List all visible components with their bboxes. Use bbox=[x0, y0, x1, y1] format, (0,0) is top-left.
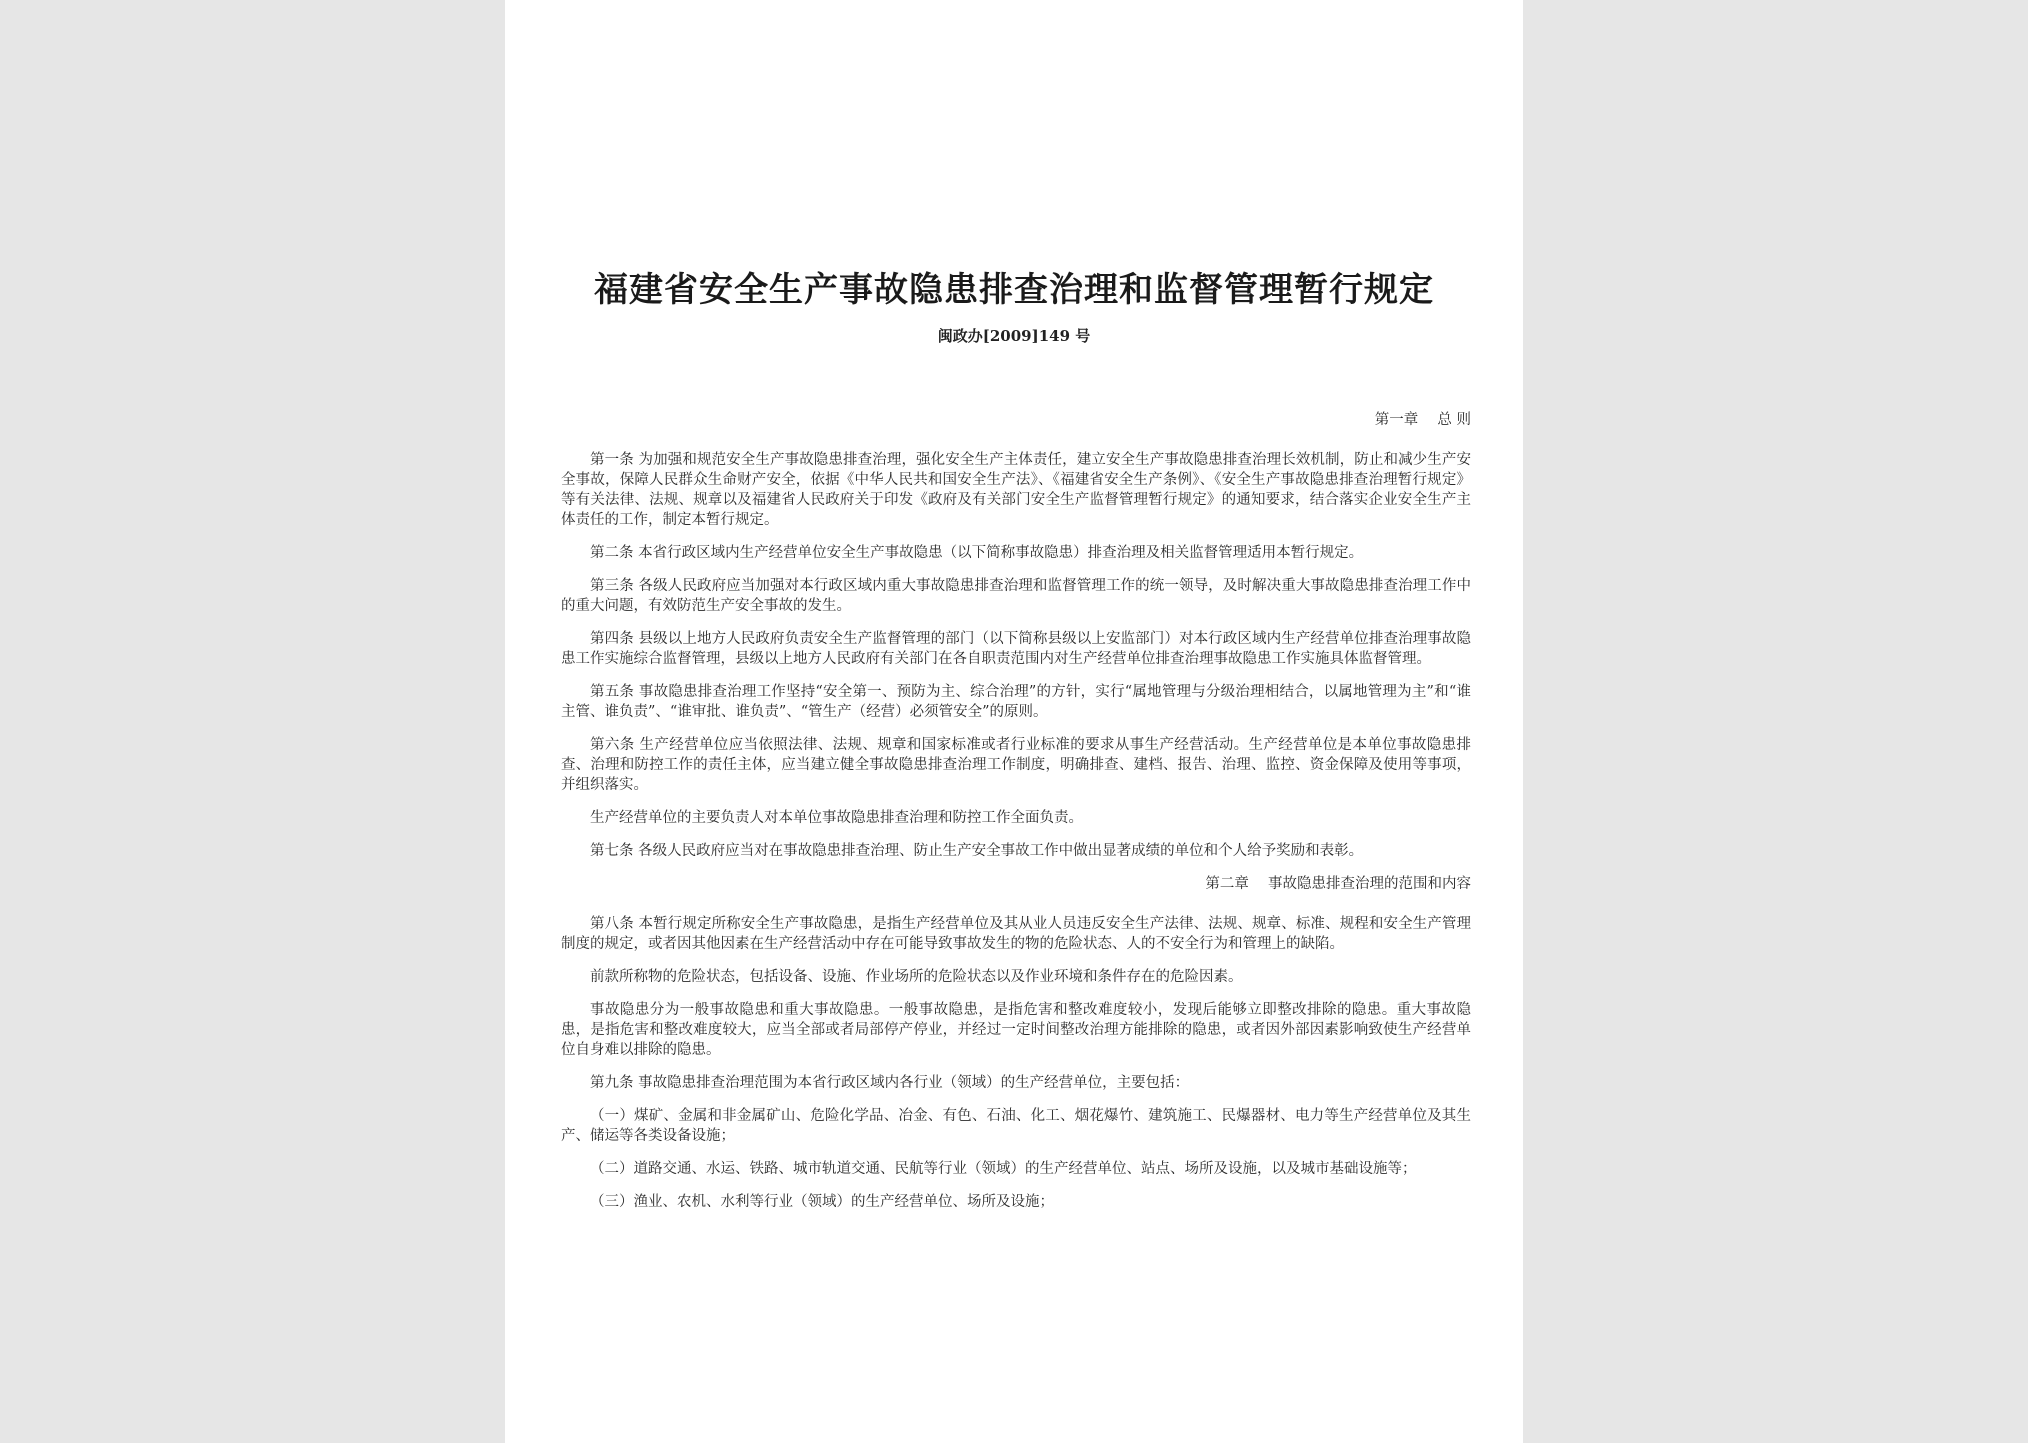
article-8-clause-3: 事故隐患分为一般事故隐患和重大事故隐患。一般事故隐患，是指危害和整改难度较小，发现后能够立即整改排除的隐患。重大事故隐患，是指危害和整改难度较大，应当全部或者局部停产停业，并经过一定时间整改治理方能排除的隐患，或者因外部因素影响致使生产经营单位自身难以排除的隐患。 bbox=[561, 1002, 1471, 1058]
article-3: 第三条 各级人民政府应当加强对本行政区域内重大事故隐患排查治理和监督管理工作的统一领导，及时解决重大事故隐患排查治理工作中的重大问题，有效防范生产安全事故的发生。 bbox=[561, 578, 1471, 614]
chapter-heading-2: 第二章 事故隐患排查治理的范围和内容 bbox=[1205, 876, 1471, 892]
article-5: 第五条 事故隐患排查治理工作坚持“安全第一、预防为主、综合治理”的方针，实行“属地管理与分级治理相结合，以属地管理为主”和“谁主管、谁负责”、“谁审批、谁负责”、“管生产（经营）必须管安全”的原则。 bbox=[561, 684, 1471, 720]
article-8: 第八条 本暂行规定所称安全生产事故隐患，是指生产经营单位及其从业人员违反安全生产法律、法规、规章、标准、规程和安全生产管理制度的规定，或者因其他因素在生产经营活动中存在可能导致事故发生的物的危险状态、人的不安全行为和管理上的缺陷。 bbox=[561, 916, 1471, 952]
article-9-item-3: （三）渔业、农机、水利等行业（领域）的生产经营单位、场所及设施； bbox=[590, 1194, 1054, 1210]
article-1: 第一条 为加强和规范安全生产事故隐患排查治理，强化安全生产主体责任，建立安全生产事故隐患排查治理长效机制，防止和减少生产安全事故，保障人民群众生命财产安全，依据《中华人民共和国安全生产法》、《福建省安全生产条例》、《安全生产事故隐患排查治理暂行规定》等有关法律、法规、规章以及福建省人民政府关于印发《政府及有关部门安全生产监督管理暂行规定》的通知要求，结合落实企业安全生产主体责任的工作，制定本暂行规定。 bbox=[561, 452, 1471, 528]
document-title: 福建省安全生产事故隐患排查治理和监督管理暂行规定 bbox=[594, 270, 1434, 310]
article-9-item-2: （二）道路交通、水运、铁路、城市轨道交通、民航等行业（领域）的生产经营单位、站点、场所及设施，以及城市基础设施等； bbox=[590, 1161, 1417, 1177]
article-9: 第九条 事故隐患排查治理范围为本省行政区域内各行业（领域）的生产经营单位，主要包括： bbox=[590, 1075, 1190, 1091]
document-number: 闽政办[2009]149 号 bbox=[937, 327, 1091, 345]
document-body bbox=[561, 410, 1471, 1225]
article-6-supplement: 生产经营单位的主要负责人对本单位事故隐患排查治理和防控工作全面负责。 bbox=[590, 810, 1083, 826]
article-2: 第二条 本省行政区域内生产经营单位安全生产事故隐患（以下简称事故隐患）排查治理及相关监督管理适用本暂行规定。 bbox=[590, 545, 1364, 561]
article-6: 第六条 生产经营单位应当依照法律、法规、规章和国家标准或者行业标准的要求从事生产经营活动。生产经营单位是本单位事故隐患排查、治理和防控工作的责任主体，应当建立健全事故隐患排查治理工作制度，明确排查、建档、报告、治理、监控、资金保障及使用等事项，并组织落实。 bbox=[561, 737, 1471, 793]
article-7: 第七条 各级人民政府应当对在事故隐患排查治理、防止生产安全事故工作中做出显著成绩的单位和个人给予奖励和表彰。 bbox=[590, 843, 1364, 859]
article-9-item-1: （一）煤矿、金属和非金属矿山、危险化学品、冶金、有色、石油、化工、烟花爆竹、建筑施工、民爆器材、电力等生产经营单位及其生产、储运等各类设备设施； bbox=[561, 1108, 1471, 1144]
chapter-heading-1: 第一章 总 则 bbox=[1374, 412, 1471, 428]
article-4: 第四条 县级以上地方人民政府负责安全生产监督管理的部门（以下简称县级以上安监部门）对本行政区域内生产经营单位排查治理事故隐患工作实施综合监督管理，县级以上地方人民政府有关部门在各自职责范围内对生产经营单位排查治理事故隐患工作实施具体监督管理。 bbox=[561, 631, 1471, 667]
article-8-clause-2: 前款所称物的危险状态，包括设备、设施、作业场所的危险状态以及作业环境和条件存在的危险因素。 bbox=[590, 969, 1243, 985]
document-page bbox=[505, 0, 1523, 1443]
